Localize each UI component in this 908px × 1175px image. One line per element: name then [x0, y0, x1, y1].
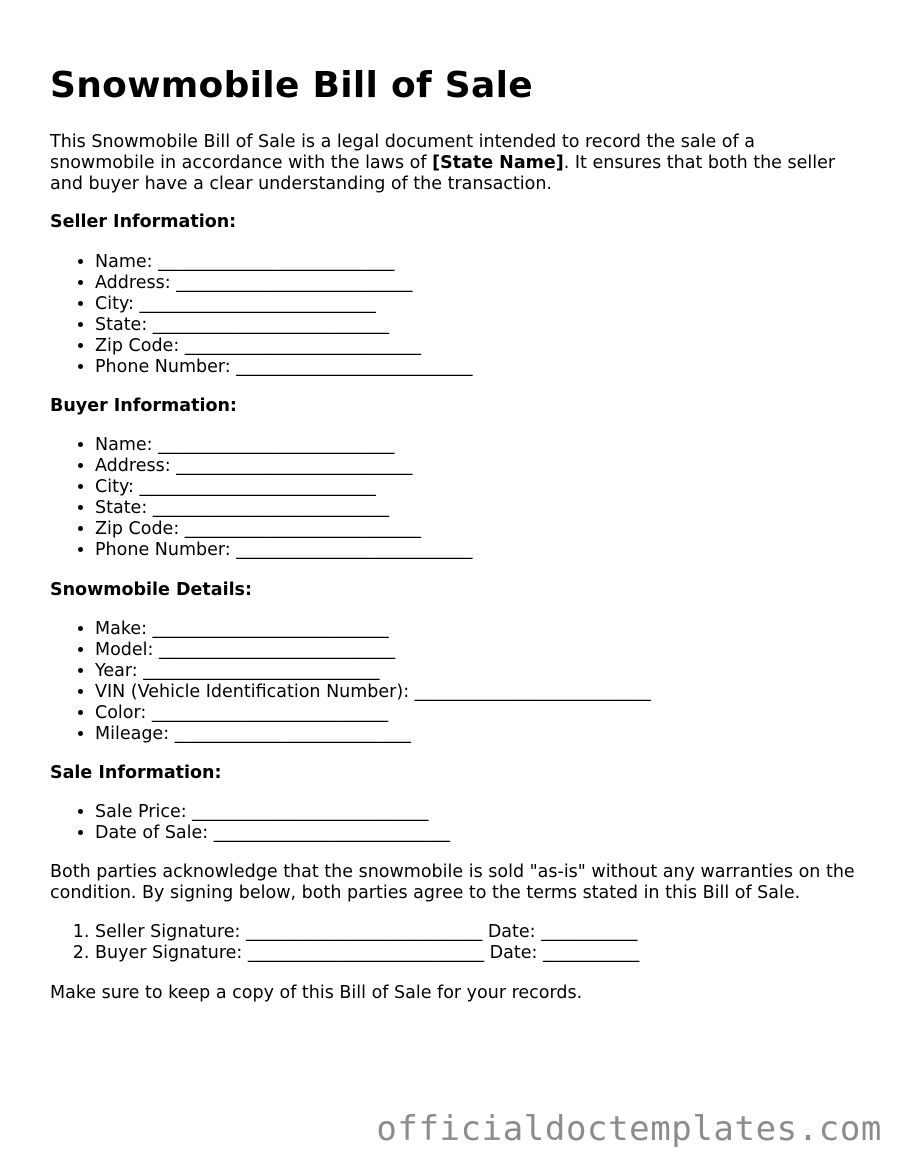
buyer-zip-field: • Zip Code: ___________________________ — [95, 519, 472, 540]
intro-text-before: This Snowmobile Bill of Sale is a legal document intended to record the sale of a snowmobile in accordance with the laws of — [50, 132, 755, 173]
closing-note: Make sure to keep a copy of this Bill of Sale for your records. — [50, 983, 583, 1003]
seller-zip-field: • Zip Code: ___________________________ — [95, 336, 472, 357]
intro-text-after: . It ensures that both the seller and buyer have a clear understanding of the transaction. — [50, 153, 836, 194]
intro-paragraph — [50, 132, 860, 195]
seller-city-field: • City: ___________________________ — [95, 294, 472, 315]
page-title: Snowmobile Bill of Sale — [50, 65, 533, 106]
buyer-address-field: • Address: ___________________________ — [95, 456, 472, 477]
snowmobile-model-field: • Model: ___________________________ — [95, 640, 651, 661]
acknowledgement-paragraph: Both parties acknowledge that the snowmobile is sold "as-is" without any warranties on the condition. By signing below, both parties agree to the terms stated in this Bill of Sale. — [50, 862, 855, 903]
snowmobile-year-field: • Year: ___________________________ — [95, 661, 651, 682]
seller-signature-line: 1. Seller Signature: ___________________________ Date: ___________ — [95, 922, 639, 943]
snowmobile-heading: Snowmobile Details: — [50, 580, 252, 600]
state-name-placeholder: [State Name] — [432, 153, 564, 173]
buyer-fields — [50, 435, 472, 562]
snowmobile-mileage-field: • Mileage: ___________________________ — [95, 724, 651, 745]
seller-phone-field: • Phone Number: ___________________________ — [95, 357, 472, 378]
snowmobile-fields — [50, 619, 651, 746]
snowmobile-color-field: • Color: ___________________________ — [95, 703, 651, 724]
signature-list — [50, 922, 639, 964]
seller-name-field: • Name: ___________________________ — [95, 252, 472, 273]
buyer-city-field: • City: ___________________________ — [95, 477, 472, 498]
buyer-phone-field: • Phone Number: ___________________________ — [95, 540, 472, 561]
sale-fields — [50, 802, 450, 844]
buyer-signature-line: 2. Buyer Signature: ___________________________ Date: ___________ — [95, 943, 639, 964]
sale-heading: Sale Information: — [50, 763, 222, 783]
buyer-heading: Buyer Information: — [50, 396, 237, 416]
seller-heading: Seller Information: — [50, 212, 237, 232]
seller-state-field: • State: ___________________________ — [95, 315, 472, 336]
snowmobile-make-field: • Make: ___________________________ — [95, 619, 651, 640]
sale-date-field: • Date of Sale: ___________________________ — [95, 823, 450, 844]
buyer-state-field: • State: ___________________________ — [95, 498, 472, 519]
snowmobile-vin-field: • VIN (Vehicle Identification Number): ___________________________ — [95, 682, 651, 703]
seller-fields — [50, 252, 472, 379]
sale-price-field: • Sale Price: ___________________________ — [95, 802, 450, 823]
seller-address-field: • Address: ___________________________ — [95, 273, 472, 294]
buyer-name-field: • Name: ___________________________ — [95, 435, 472, 456]
watermark: officialdoctemplates.com — [376, 1109, 882, 1149]
